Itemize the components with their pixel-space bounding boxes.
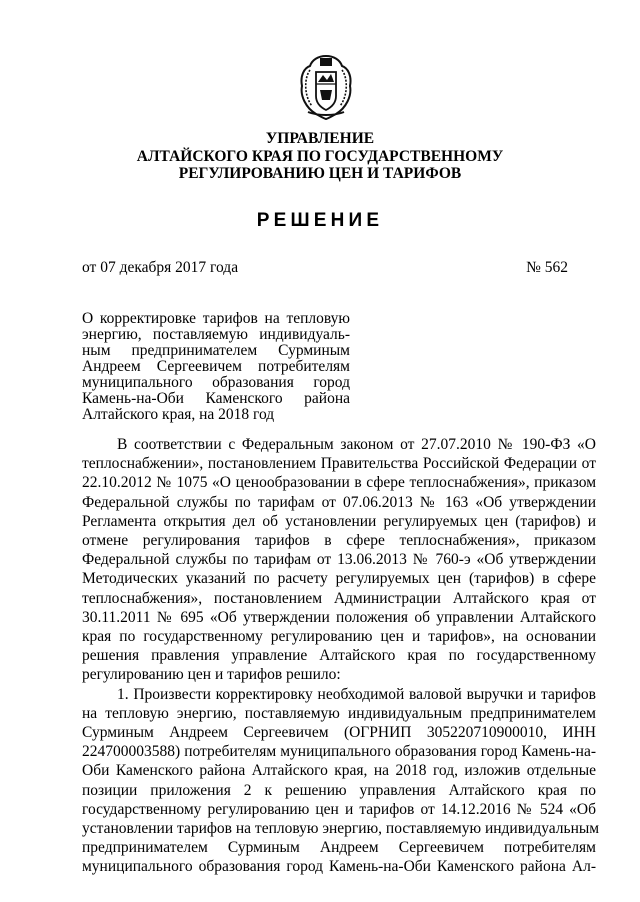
body-line: муниципального образования город Камень-на-Оби Каменского района Ал- <box>82 858 596 876</box>
body-line: на тепловую энергию, поставляемую индивидуальным предпринимателем <box>82 704 596 722</box>
body-line: отмене регулирования тарифов в сфере теплоснабжения», приказом <box>82 532 596 550</box>
body-line: Регламента открытия дел об установлении регулируемых цен (тарифов) и <box>82 512 596 530</box>
subject-line: О корректировке тарифов на тепловую <box>82 310 350 327</box>
body-line: предпринимателем Сурминым Андреем Сергеевичем потребителям <box>82 839 596 857</box>
document-body <box>82 435 600 877</box>
subject-line: Алтайского края, на 2018 год <box>82 406 275 423</box>
document-title: РЕШЕНИЕ <box>256 210 384 231</box>
subject-line: энергию, поставляемую индивидуаль- <box>82 326 350 343</box>
body-line: позиции приложения 2 к решению управления Алтайского края по <box>82 781 596 799</box>
authority-line: УПРАВЛЕНИЕ <box>265 130 375 147</box>
body-line: решения правления управление Алтайского края по государственному <box>82 647 596 665</box>
body-line: теплоснабжении», постановлением Правительства Российской Федерации от <box>82 455 596 473</box>
subject-line: муниципального образования город <box>82 374 350 391</box>
body-line: В соответствии с Федеральным законом от 27.07.2010 № 190-ФЗ «О <box>117 436 596 453</box>
issuing-authority <box>0 130 640 183</box>
body-line: Сурминым Андреем Сергеевичем (ОГРНИП 305220710900010, ИНН <box>82 724 596 742</box>
body-line: Оби Каменского района Алтайского края, на 2018 год, изложив отдельные <box>82 762 596 780</box>
document-number: № 562 <box>526 259 568 276</box>
document-subject <box>82 311 350 423</box>
document-date: от 07 декабря 2017 года <box>82 259 239 276</box>
authority-line: РЕГУЛИРОВАНИЮ ЦЕН И ТАРИФОВ <box>178 165 462 182</box>
body-line: края по государственному регулированию цен и тарифов», на основании <box>82 628 596 646</box>
body-line: теплоснабжения», постановлением Администрации Алтайского края от <box>82 589 596 607</box>
body-line: регулированию цен и тарифов решило: <box>82 666 341 684</box>
subject-line: Андреем Сергеевичем потребителям <box>82 358 350 375</box>
subject-line: Камень-на-Оби Каменского района <box>82 390 350 407</box>
body-line: государственному регулированию цен и тарифов от 14.12.2016 № 524 «Об <box>82 800 596 818</box>
body-line: Методических указаний по расчету регулируемых цен (тарифов) в сфере <box>82 570 596 588</box>
authority-line: АЛТАЙСКОГО КРАЯ ПО ГОСУДАРСТВЕННОМУ <box>136 147 504 165</box>
coat-of-arms-icon <box>296 52 356 120</box>
body-line: 224700003588) потребителям муниципального образования город Камень-на- <box>82 743 596 761</box>
body-line: установлении тарифов на тепловую энергию, поставляемую индивидуальным <box>82 820 600 838</box>
body-line: Федеральной службы по тарифам от 13.06.2013 № 760-э «Об утверждении <box>82 551 596 569</box>
body-line: Федеральной службы по тарифам от 07.06.2013 № 163 «Об утверждении <box>82 493 596 511</box>
body-line: 22.10.2012 № 1075 «О ценообразовании в сфере теплоснабжения», приказом <box>82 474 596 492</box>
subject-line: ным предпринимателем Сурминым <box>82 342 350 359</box>
body-line: 1. Произвести корректировку необходимой валовой выручки и тарифов <box>117 685 596 703</box>
body-line: 30.11.2011 № 695 «Об утверждении положения об управлении Алтайского <box>82 608 596 626</box>
